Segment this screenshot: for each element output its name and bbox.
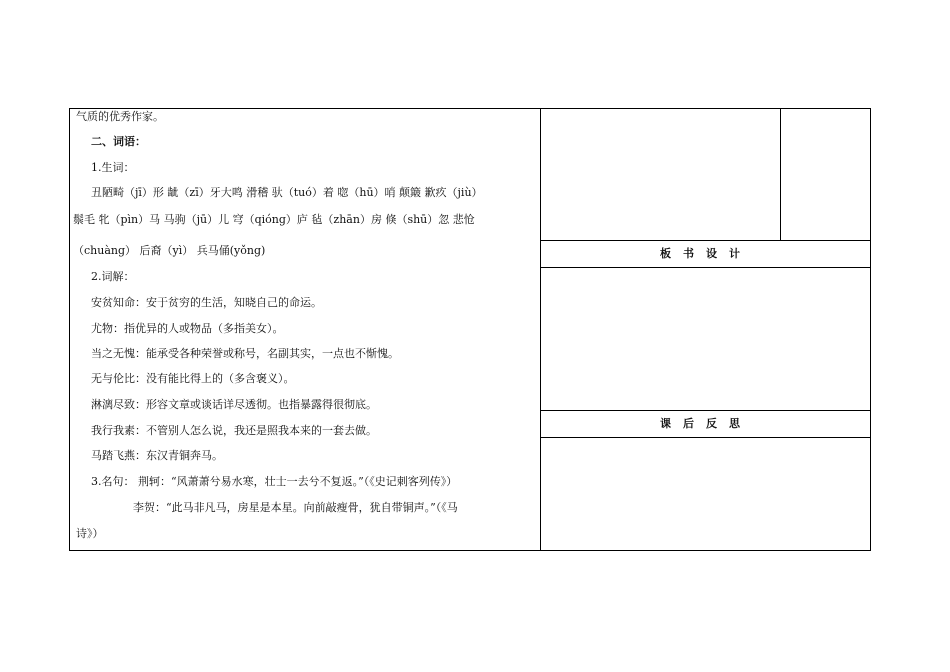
vocab-line-2: 鬃毛 牝（pìn）马 马驹（jū）儿 穹（qióng）庐 毡（zhān）房 倏（shū）忽 悲怆 [73,213,475,226]
definition-6: 我行我素：不管别人怎么说，我还是照我本来的一套去做。 [91,424,377,437]
definition-1: 安贫知命：安于贫穷的生活，知晓自己的命运。 [91,296,322,309]
famous-quote-1: 3.名句： 荆轲：“风萧萧兮易水寒，壮士一去兮不复返。”（《史记刺客列传》） [91,475,458,488]
famous-quote-3: 诗》） [76,527,104,540]
reflection-heading: 课后反思 [660,417,752,430]
definition-4: 无与伦比：没有能比得上的（多含褒义）。 [91,372,295,385]
subheading-definitions: 2.词解： [91,270,135,283]
vocab-line-3: （chuàng） 后裔（yì） 兵马俑(yǒng) [73,244,266,257]
definition-2: 尤物：指优异的人或物品（多指美女）。 [91,322,284,335]
famous-quote-2: 李贺：“此马非凡马，房星是本星。向前敲瘦骨，犹自带铜声。”（《马 [133,501,458,514]
rule-board-bottom [540,267,871,268]
rule-reflect-top [540,410,871,411]
rule-reflect-bottom [540,437,871,438]
rule-board-top [540,240,871,241]
subheading-new-words: 1.生词： [91,161,135,174]
top-right-divider [780,108,781,241]
definition-5: 淋漓尽致：形容文章或谈话详尽透彻。也指暴露得很彻底。 [91,398,377,411]
section-heading-vocabulary: 二、词语： [91,135,146,148]
definition-3: 当之无愧：能承受各种荣誉或称号，名副其实，一点也不惭愧。 [91,347,399,360]
vocab-line-1: 丑陋畸（jī）形 龇（zī）牙大鸣 滑稽 驮（tuó）着 唿（hū）哨 颠簸 歉疚（jiù） [91,186,483,199]
text-line-intro: 气质的优秀作家。 [76,110,164,123]
column-divider [540,108,541,551]
board-design-heading: 板书设计 [660,247,752,260]
definition-7: 马踏飞燕：东汉青铜奔马。 [91,449,223,462]
